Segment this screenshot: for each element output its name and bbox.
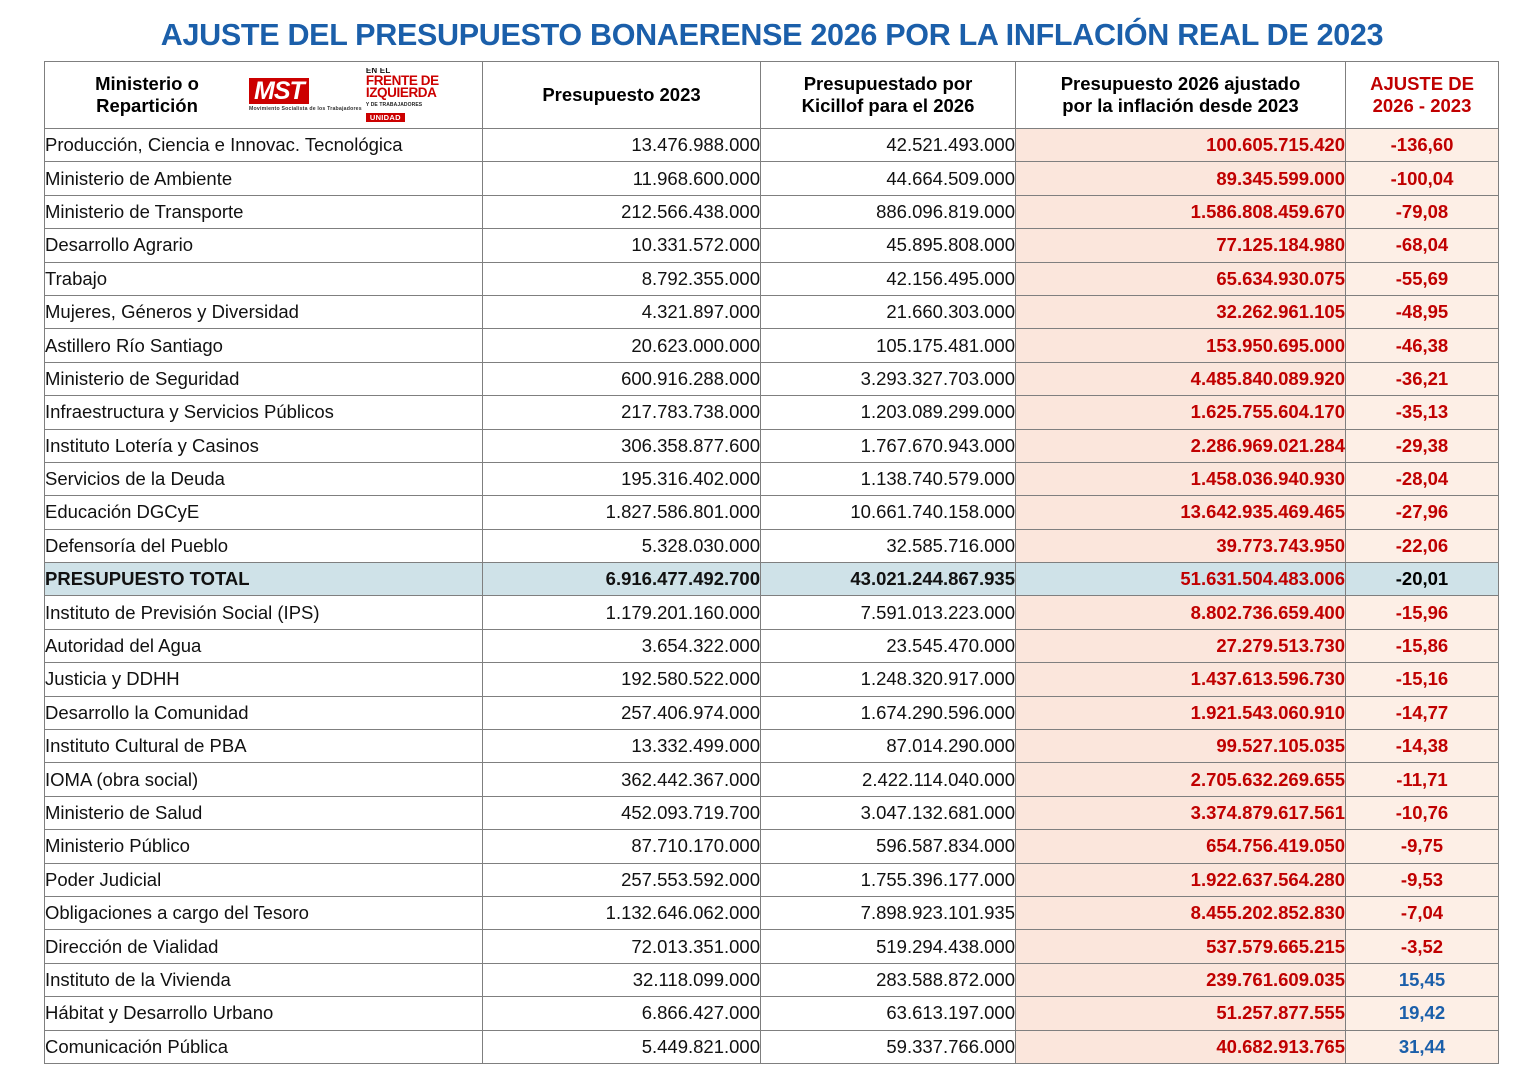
cell-ajuste-percent: -22,06 [1346, 529, 1499, 562]
cell-budget-2023: 20.623.000.000 [483, 329, 761, 362]
column-header-ministry-line2: Repartición [96, 95, 198, 116]
cell-budget-kicillof-2026: 1.203.089.299.000 [761, 396, 1016, 429]
cell-budget-2023: 1.179.201.160.000 [483, 596, 761, 629]
column-header-adjusted-line2: por la inflación desde 2023 [1062, 95, 1299, 116]
table-header [45, 62, 1499, 129]
table-row [45, 462, 1499, 495]
table-row [45, 997, 1499, 1030]
cell-ministry-name: Instituto Cultural de PBA [45, 730, 483, 763]
cell-ajuste-percent: -9,53 [1346, 863, 1499, 896]
cell-budget-kicillof-2026: 519.294.438.000 [761, 930, 1016, 963]
table-row [45, 696, 1499, 729]
cell-ajuste-percent: -28,04 [1346, 462, 1499, 495]
cell-budget-adjusted: 537.579.665.215 [1016, 930, 1346, 963]
mst-logo-subtitle: Movimiento Socialista de los Trabajadores [249, 105, 362, 112]
cell-ajuste-percent: -15,16 [1346, 663, 1499, 696]
logo-unidad-badge: UNIDAD [366, 113, 405, 122]
cell-ajuste-percent: -9,75 [1346, 830, 1499, 863]
table-row [45, 730, 1499, 763]
cell-budget-2023: 217.783.738.000 [483, 396, 761, 429]
cell-budget-adjusted: 51.257.877.555 [1016, 997, 1346, 1030]
cell-budget-2023: 11.968.600.000 [483, 162, 761, 195]
cell-budget-adjusted: 4.485.840.089.920 [1016, 362, 1346, 395]
cell-budget-2023: 1.132.646.062.000 [483, 896, 761, 929]
cell-ministry-name: Educación DGCyE [45, 496, 483, 529]
table-row [45, 162, 1499, 195]
cell-ministry-name: Ministerio de Ambiente [45, 162, 483, 195]
cell-budget-2023: 5.328.030.000 [483, 529, 761, 562]
table-row [45, 763, 1499, 796]
table-row [45, 629, 1499, 662]
table-row [45, 830, 1499, 863]
cell-budget-2023: 32.118.099.000 [483, 963, 761, 996]
cell-ministry-name: Ministerio de Transporte [45, 195, 483, 228]
cell-budget-2023: 257.406.974.000 [483, 696, 761, 729]
table-body [45, 129, 1499, 1064]
table-row [45, 129, 1499, 162]
cell-ajuste-percent: 15,45 [1346, 963, 1499, 996]
cell-budget-2023: 13.476.988.000 [483, 129, 761, 162]
cell-ministry-name: Ministerio de Salud [45, 796, 483, 829]
cell-budget-2023: 1.827.586.801.000 [483, 496, 761, 529]
cell-ajuste-percent: -3,52 [1346, 930, 1499, 963]
cell-ajuste-percent: -29,38 [1346, 429, 1499, 462]
cell-budget-kicillof-2026: 1.248.320.917.000 [761, 663, 1016, 696]
table-row [45, 396, 1499, 429]
cell-budget-adjusted: 654.756.419.050 [1016, 830, 1346, 863]
cell-budget-2023: 4.321.897.000 [483, 295, 761, 328]
cell-ministry-name: Ministerio de Seguridad [45, 362, 483, 395]
cell-budget-adjusted: 2.705.632.269.655 [1016, 763, 1346, 796]
cell-ministry-name: Poder Judicial [45, 863, 483, 896]
cell-ministry-name: Dirección de Vialidad [45, 930, 483, 963]
cell-ajuste-percent: 31,44 [1346, 1030, 1499, 1063]
logo-frente-line2: IZQUIERDA [365, 85, 437, 101]
cell-budget-adjusted: 40.682.913.765 [1016, 1030, 1346, 1063]
cell-budget-2023: 6.916.477.492.700 [483, 563, 761, 596]
cell-budget-kicillof-2026: 105.175.481.000 [761, 329, 1016, 362]
table-row [45, 496, 1499, 529]
cell-ministry-name: Instituto Lotería y Casinos [45, 429, 483, 462]
cell-budget-kicillof-2026: 3.047.132.681.000 [761, 796, 1016, 829]
cell-budget-2023: 87.710.170.000 [483, 830, 761, 863]
cell-ministry-name: Mujeres, Géneros y Diversidad [45, 295, 483, 328]
column-header-ministry [45, 62, 483, 129]
cell-ajuste-percent: -100,04 [1346, 162, 1499, 195]
cell-ajuste-percent: -7,04 [1346, 896, 1499, 929]
cell-budget-adjusted: 13.642.935.469.465 [1016, 496, 1346, 529]
cell-budget-kicillof-2026: 1.674.290.596.000 [761, 696, 1016, 729]
column-header-ajuste-line1: AJUSTE DE [1370, 73, 1474, 95]
mst-logo-text: MST [249, 78, 309, 104]
cell-budget-kicillof-2026: 1.767.670.943.000 [761, 429, 1016, 462]
table-row [45, 896, 1499, 929]
cell-ajuste-percent: -48,95 [1346, 295, 1499, 328]
table-row [45, 596, 1499, 629]
cell-ministry-name: Obligaciones a cargo del Tesoro [45, 896, 483, 929]
cell-ajuste-percent: -27,96 [1346, 496, 1499, 529]
cell-budget-adjusted: 2.286.969.021.284 [1016, 429, 1346, 462]
cell-budget-kicillof-2026: 42.521.493.000 [761, 129, 1016, 162]
column-header-ajuste-line2: 2026 - 2023 [1372, 95, 1472, 116]
logo-frente-izquierda [366, 75, 467, 111]
cell-budget-kicillof-2026: 87.014.290.000 [761, 730, 1016, 763]
cell-ajuste-percent: -20,01 [1346, 563, 1499, 596]
column-header-kicillof-line1: Presupuestado por [803, 73, 973, 95]
cell-budget-adjusted: 99.527.105.035 [1016, 730, 1346, 763]
cell-budget-kicillof-2026: 63.613.197.000 [761, 997, 1016, 1030]
cell-budget-adjusted: 32.262.961.105 [1016, 295, 1346, 328]
page-title: AJUSTE DEL PRESUPUESTO BONAERENSE 2026 POR LA INFLACIÓN REAL DE 2023 [160, 18, 1384, 52]
cell-budget-adjusted: 8.455.202.852.830 [1016, 896, 1346, 929]
table-row [45, 1030, 1499, 1063]
cell-ministry-name: Servicios de la Deuda [45, 462, 483, 495]
cell-budget-kicillof-2026: 596.587.834.000 [761, 830, 1016, 863]
table-row [45, 930, 1499, 963]
cell-ajuste-percent: -136,60 [1346, 129, 1499, 162]
cell-ministry-name: Astillero Río Santiago [45, 329, 483, 362]
cell-ajuste-percent: 19,42 [1346, 997, 1499, 1030]
cell-budget-kicillof-2026: 7.898.923.101.935 [761, 896, 1016, 929]
cell-ajuste-percent: -46,38 [1346, 329, 1499, 362]
cell-budget-2023: 195.316.402.000 [483, 462, 761, 495]
table-row [45, 663, 1499, 696]
cell-budget-kicillof-2026: 1.755.396.177.000 [761, 863, 1016, 896]
cell-ministry-name: Desarrollo la Comunidad [45, 696, 483, 729]
cell-budget-adjusted: 77.125.184.980 [1016, 229, 1346, 262]
column-header-budget-2023: Presupuesto 2023 [483, 62, 761, 129]
cell-budget-2023: 10.331.572.000 [483, 229, 761, 262]
cell-ministry-name: Trabajo [45, 262, 483, 295]
cell-budget-adjusted: 1.625.755.604.170 [1016, 396, 1346, 429]
cell-ministry-name: Desarrollo Agrario [45, 229, 483, 262]
cell-ministry-name: Justicia y DDHH [45, 663, 483, 696]
cell-budget-adjusted: 3.374.879.617.561 [1016, 796, 1346, 829]
cell-budget-kicillof-2026: 1.138.740.579.000 [761, 462, 1016, 495]
cell-budget-2023: 72.013.351.000 [483, 930, 761, 963]
cell-budget-kicillof-2026: 3.293.327.703.000 [761, 362, 1016, 395]
cell-budget-kicillof-2026: 44.664.509.000 [761, 162, 1016, 195]
cell-budget-kicillof-2026: 2.422.114.040.000 [761, 763, 1016, 796]
table-row [45, 863, 1499, 896]
cell-budget-kicillof-2026: 886.096.819.000 [761, 195, 1016, 228]
cell-ajuste-percent: -68,04 [1346, 229, 1499, 262]
column-header-ajuste [1346, 62, 1499, 129]
cell-ajuste-percent: -10,76 [1346, 796, 1499, 829]
cell-budget-2023: 212.566.438.000 [483, 195, 761, 228]
column-header-adjusted-2026 [1016, 62, 1346, 129]
cell-budget-adjusted: 51.631.504.483.006 [1016, 563, 1346, 596]
table-row [45, 429, 1499, 462]
cell-budget-kicillof-2026: 283.588.872.000 [761, 963, 1016, 996]
cell-budget-adjusted: 1.922.637.564.280 [1016, 863, 1346, 896]
logo-frente-line1: FRENTE DE [365, 73, 439, 89]
cell-ajuste-percent: -14,77 [1346, 696, 1499, 729]
cell-ministry-name: Producción, Ciencia e Innovac. Tecnológica [45, 129, 483, 162]
cell-budget-kicillof-2026: 45.895.808.000 [761, 229, 1016, 262]
cell-budget-adjusted: 1.586.808.459.670 [1016, 195, 1346, 228]
table-row [45, 563, 1499, 596]
cell-ministry-name: Comunicación Pública [45, 1030, 483, 1063]
column-header-adjusted-line1: Presupuesto 2026 ajustado [1060, 73, 1301, 95]
table-row [45, 963, 1499, 996]
cell-ministry-name: Instituto de la Vivienda [45, 963, 483, 996]
table-row [45, 329, 1499, 362]
cell-budget-2023: 8.792.355.000 [483, 262, 761, 295]
cell-budget-kicillof-2026: 21.660.303.000 [761, 295, 1016, 328]
cell-ajuste-percent: -15,86 [1346, 629, 1499, 662]
cell-budget-kicillof-2026: 10.661.740.158.000 [761, 496, 1016, 529]
table-row [45, 295, 1499, 328]
cell-budget-2023: 192.580.522.000 [483, 663, 761, 696]
cell-budget-kicillof-2026: 43.021.244.867.935 [761, 563, 1016, 596]
cell-ministry-name: IOMA (obra social) [45, 763, 483, 796]
cell-ministry-name: Defensoría del Pueblo [45, 529, 483, 562]
column-header-kicillof-2026 [761, 62, 1016, 129]
cell-budget-kicillof-2026: 32.585.716.000 [761, 529, 1016, 562]
cell-budget-adjusted: 1.437.613.596.730 [1016, 663, 1346, 696]
cell-budget-2023: 13.332.499.000 [483, 730, 761, 763]
table-row [45, 262, 1499, 295]
cell-budget-2023: 362.442.367.000 [483, 763, 761, 796]
column-header-kicillof-line2: Kicillof para el 2026 [801, 95, 975, 116]
cell-budget-adjusted: 239.761.609.035 [1016, 963, 1346, 996]
cell-budget-adjusted: 65.634.930.075 [1016, 262, 1346, 295]
cell-budget-2023: 600.916.288.000 [483, 362, 761, 395]
cell-budget-2023: 5.449.821.000 [483, 1030, 761, 1063]
cell-ajuste-percent: -11,71 [1346, 763, 1499, 796]
cell-ajuste-percent: -15,96 [1346, 596, 1499, 629]
cell-ministry-name: Infraestructura y Servicios Públicos [45, 396, 483, 429]
cell-budget-adjusted: 153.950.695.000 [1016, 329, 1346, 362]
cell-budget-adjusted: 39.773.743.950 [1016, 529, 1346, 562]
cell-budget-adjusted: 100.605.715.420 [1016, 129, 1346, 162]
cell-budget-2023: 257.553.592.000 [483, 863, 761, 896]
cell-ministry-name: Autoridad del Agua [45, 629, 483, 662]
cell-budget-kicillof-2026: 23.545.470.000 [761, 629, 1016, 662]
cell-ajuste-percent: -14,38 [1346, 730, 1499, 763]
cell-budget-adjusted: 27.279.513.730 [1016, 629, 1346, 662]
cell-budget-kicillof-2026: 59.337.766.000 [761, 1030, 1016, 1063]
cell-budget-adjusted: 8.802.736.659.400 [1016, 596, 1346, 629]
cell-budget-adjusted: 89.345.599.000 [1016, 162, 1346, 195]
cell-budget-adjusted: 1.921.543.060.910 [1016, 696, 1346, 729]
cell-ajuste-percent: -55,69 [1346, 262, 1499, 295]
cell-ministry-name: Instituto de Previsión Social (IPS) [45, 596, 483, 629]
cell-budget-2023: 452.093.719.700 [483, 796, 761, 829]
column-header-ministry-line1: Ministerio o [95, 73, 199, 95]
table-row [45, 229, 1499, 262]
cell-budget-adjusted: 1.458.036.940.930 [1016, 462, 1346, 495]
cell-ministry-name: PRESUPUESTO TOTAL [45, 563, 483, 596]
mst-logo [249, 68, 467, 122]
cell-budget-2023: 6.866.427.000 [483, 997, 761, 1030]
table-row [45, 362, 1499, 395]
table-row [45, 796, 1499, 829]
cell-ajuste-percent: -35,13 [1346, 396, 1499, 429]
cell-budget-2023: 3.654.322.000 [483, 629, 761, 662]
cell-ministry-name: Ministerio Público [45, 830, 483, 863]
table-row [45, 195, 1499, 228]
cell-budget-2023: 306.358.877.600 [483, 429, 761, 462]
budget-table [44, 61, 1499, 1064]
logo-frente-line3: Y DE TRABAJADORES [365, 102, 423, 109]
cell-ajuste-percent: -36,21 [1346, 362, 1499, 395]
cell-budget-kicillof-2026: 42.156.495.000 [761, 262, 1016, 295]
cell-budget-kicillof-2026: 7.591.013.223.000 [761, 596, 1016, 629]
cell-ajuste-percent: -79,08 [1346, 195, 1499, 228]
table-row [45, 529, 1499, 562]
logo-enel-text: EN EL [365, 68, 391, 76]
cell-ministry-name: Hábitat y Desarrollo Urbano [45, 997, 483, 1030]
